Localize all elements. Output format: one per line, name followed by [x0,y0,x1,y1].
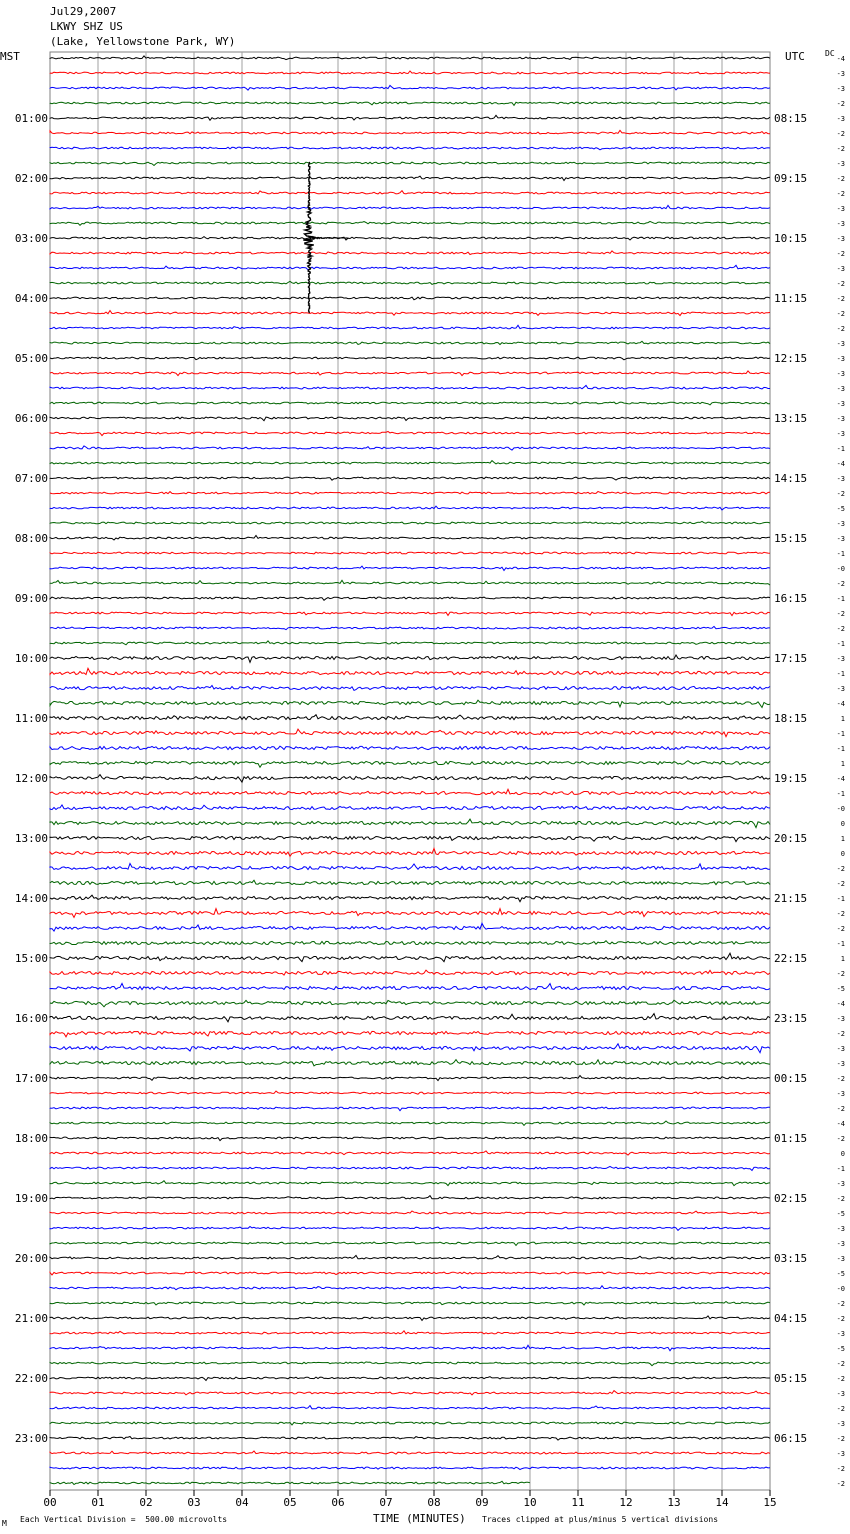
trace-row-72 [50,1137,770,1141]
trace-row-91 [50,1422,770,1425]
dc-offset-label: -3 [836,475,845,483]
right-hour-label: 13:15 [774,412,808,425]
dc-offset-label: -2 [836,130,845,138]
left-hour-label: 03:00 [14,232,48,245]
right-hour-label: 01:15 [774,1132,808,1145]
dc-offset-label: -2 [836,1300,845,1308]
trace-row-90 [50,1406,770,1409]
trace-row-38 [50,626,770,629]
dc-offset-label: -2 [836,1030,845,1038]
dc-offset-label: -2 [836,310,845,318]
x-tick-label: 07 [379,1496,393,1509]
dc-offset-label: -4 [836,1120,845,1128]
trace-row-0 [50,56,770,60]
trace-row-63 [50,1000,770,1007]
dc-offset-label: -3 [836,1015,845,1023]
right-hour-label: 05:15 [774,1372,808,1385]
trace-row-15 [50,281,770,284]
dc-offset-label: -0 [836,565,845,573]
trace-row-32 [50,536,770,541]
header-location: (Lake, Yellowstone Park, WY) [50,35,236,48]
trace-row-36 [50,597,770,600]
left-hour-label: 10:00 [14,652,48,665]
dc-offset-label: -4 [836,775,845,783]
left-hour-label: 22:00 [14,1372,48,1385]
trace-row-16 [50,297,770,300]
trace-row-93 [50,1451,770,1454]
x-tick-label: 14 [715,1496,729,1509]
trace-row-29 [50,492,770,495]
trace-row-24 [50,417,770,421]
dc-offset-label: -2 [836,1195,845,1203]
dc-offset-label: -2 [836,910,845,918]
trace-row-2 [50,85,770,90]
right-hour-label: 22:15 [774,952,808,965]
right-hour-label: 23:15 [774,1012,808,1025]
trace-row-74 [50,1166,770,1170]
dc-offset-label: -0 [836,1285,845,1293]
dc-offset-label: 0 [840,1150,845,1158]
trace-row-87 [50,1362,770,1366]
dc-offset-label: -1 [836,640,845,648]
x-axis-label: TIME (MINUTES) [373,1512,466,1525]
trace-row-6 [50,147,770,150]
x-tick-label: 03 [187,1496,201,1509]
trace-row-67 [50,1060,770,1066]
trace-row-9 [50,191,770,194]
dc-offset-label: -3 [836,205,845,213]
right-hour-label: 02:15 [774,1192,808,1205]
dc-offset-label: -3 [836,385,845,393]
clip-note: Traces clipped at plus/minus 5 vertical divisions [482,1515,719,1524]
dc-offset-label: -3 [836,535,845,543]
dc-offset-label: -3 [836,1240,845,1248]
trace-row-86 [50,1345,770,1350]
trace-row-12 [50,237,770,240]
dc-offset-label: -3 [836,1060,845,1068]
dc-offset-label: -1 [836,730,845,738]
trace-row-55 [50,880,770,884]
right-hour-label: 15:15 [774,532,808,545]
x-tick-label: 04 [235,1496,249,1509]
left-hour-label: 23:00 [14,1432,48,1445]
dc-offset-label: -3 [836,370,845,378]
trace-row-88 [50,1377,770,1381]
trace-row-49 [50,789,770,794]
dc-offset-label: -3 [836,1090,845,1098]
trace-row-30 [50,506,770,510]
trace-row-25 [50,432,770,436]
trace-row-89 [50,1391,770,1395]
right-hour-label: 20:15 [774,832,808,845]
trace-row-52 [50,836,770,841]
x-tick-label: 06 [331,1496,345,1509]
trace-row-80 [50,1255,770,1259]
left-hour-label: 21:00 [14,1312,48,1325]
dc-offset-label: 1 [840,835,845,843]
left-hour-label: 15:00 [14,952,48,965]
dc-offset-label: -2 [836,1435,845,1443]
trace-row-77 [50,1211,770,1214]
trace-row-43 [50,700,770,707]
event-coda [309,237,348,240]
right-hour-label: 21:15 [774,892,808,905]
trace-row-68 [50,1076,770,1081]
left-hour-label: 13:00 [14,832,48,845]
trace-row-5 [50,130,770,134]
dc-offset-label: -2 [836,1465,845,1473]
trace-row-48 [50,775,770,783]
dc-offset-label: -3 [836,115,845,123]
x-tick-label: 15 [763,1496,777,1509]
dc-offset-label: -2 [836,1360,845,1368]
x-tick-label: 09 [475,1496,489,1509]
left-hour-label: 11:00 [14,712,48,725]
trace-row-59 [50,941,770,945]
dc-offset-label: -4 [836,1000,845,1008]
dc-offset-label: -5 [836,1345,845,1353]
trace-row-57 [50,909,770,918]
dc-offset-label: -2 [836,175,845,183]
dc-offset-label: 1 [840,715,845,723]
trace-row-56 [50,895,770,902]
trace-row-19 [50,341,770,344]
dc-offset-label: -3 [836,1180,845,1188]
trace-row-18 [50,325,770,329]
trace-row-83 [50,1302,770,1306]
dc-offset-label: -5 [836,1210,845,1218]
dc-offset-label: 1 [840,955,845,963]
dc-offset-label: -1 [836,940,845,948]
left-hour-label: 16:00 [14,1012,48,1025]
right-hour-label: 09:15 [774,172,808,185]
dc-offset-label: -5 [836,985,845,993]
left-hour-label: 12:00 [14,772,48,785]
dc-offset-label: -3 [836,220,845,228]
left-hour-label: 02:00 [14,172,48,185]
left-hour-label: 20:00 [14,1252,48,1265]
right-hour-label: 08:15 [774,112,808,125]
trace-row-94 [50,1467,770,1469]
dc-offset-label: -3 [836,235,845,243]
dc-offset-label: -4 [836,700,845,708]
trace-row-20 [50,357,770,360]
trace-row-82 [50,1286,770,1290]
dc-offset-label: -1 [836,670,845,678]
trace-row-44 [50,715,770,720]
dc-offset-label: -3 [836,430,845,438]
right-hour-label: 12:15 [774,352,808,365]
trace-row-45 [50,729,770,737]
dc-offset-label: -4 [836,55,845,63]
x-tick-label: 05 [283,1496,297,1509]
x-tick-label: 12 [619,1496,633,1509]
dc-offset-label: -3 [836,1255,845,1263]
left-hour-label: 08:00 [14,532,48,545]
dc-offset-label: -3 [836,355,845,363]
dc-offset-label: -1 [836,595,845,603]
dc-offset-label: -3 [836,1390,845,1398]
dc-offset-label: -3 [836,1420,845,1428]
trace-row-69 [50,1091,770,1094]
trace-row-84 [50,1316,770,1321]
right-hour-label: 06:15 [774,1432,808,1445]
x-tick-label: 02 [139,1496,153,1509]
dc-offset-label: -3 [836,1450,845,1458]
dc-offset-label: -2 [836,1315,845,1323]
right-hour-label: 17:15 [774,652,808,665]
left-hour-label: 01:00 [14,112,48,125]
trace-row-75 [50,1181,770,1186]
trace-row-7 [50,162,770,166]
corner-mark: M [2,1519,7,1528]
dc-offset-label: -2 [836,865,845,873]
scale-note: Each Vertical Division = 500.00 microvolts [20,1515,228,1524]
trace-row-35 [50,580,770,585]
right-hour-label: 03:15 [774,1252,808,1265]
dc-offset-label: -3 [836,415,845,423]
trace-row-10 [50,205,770,209]
trace-row-23 [50,402,770,405]
trace-row-54 [50,864,770,870]
trace-row-14 [50,265,770,270]
trace-row-26 [50,446,770,450]
x-tick-label: 01 [91,1496,105,1509]
left-hour-label: 06:00 [14,412,48,425]
dc-offset-label: -2 [836,295,845,303]
trace-row-66 [50,1044,770,1053]
trace-row-53 [50,848,770,856]
dc-offset-label: 1 [840,760,845,768]
header-date: Jul29,2007 [50,5,117,18]
dc-offset-label: -3 [836,400,845,408]
trace-row-78 [50,1227,770,1231]
trace-row-28 [50,477,770,480]
dc-offset-label: -2 [836,325,845,333]
trace-row-51 [50,819,770,828]
left-hour-label: 07:00 [14,472,48,485]
dc-offset-label: -0 [836,805,845,813]
dc-offset-label: -3 [836,160,845,168]
dc-offset-label: -2 [836,625,845,633]
dc-offset-label: -2 [836,190,845,198]
header-station: LKWY SHZ US [50,20,123,33]
trace-row-33 [50,552,770,554]
dc-offset-label: -3 [836,520,845,528]
dc-offset-label: -3 [836,1045,845,1053]
left-hour-label: 14:00 [14,892,48,905]
x-tick-label: 08 [427,1496,441,1509]
dc-offset-label: -5 [836,1270,845,1278]
trace-row-1 [50,71,770,74]
x-tick-label: 13 [667,1496,681,1509]
trace-row-62 [50,983,770,989]
trace-row-85 [50,1331,770,1334]
dc-offset-label: -3 [836,655,845,663]
dc-offset-label: -5 [836,505,845,513]
dc-offset-label: -2 [836,970,845,978]
trace-row-92 [50,1437,770,1441]
trace-row-58 [50,923,770,931]
dc-offset-label: -2 [836,1480,845,1488]
left-hour-label: 09:00 [14,592,48,605]
dc-offset-label: -2 [836,145,845,153]
trace-row-4 [50,115,770,120]
dc-offset-label: -2 [836,925,845,933]
right-timezone-label: UTC [785,50,805,63]
trace-row-76 [50,1196,770,1199]
trace-row-37 [50,612,770,616]
trace-row-50 [50,805,770,810]
trace-row-22 [50,385,770,389]
dc-offset-label: -1 [836,1165,845,1173]
left-hour-label: 18:00 [14,1132,48,1145]
dc-offset-label: -3 [836,685,845,693]
x-tick-label: 11 [571,1496,585,1509]
trace-row-13 [50,251,770,255]
trace-row-73 [50,1151,770,1155]
dc-offset-label: -3 [836,85,845,93]
trace-row-34 [50,566,770,570]
left-hour-label: 05:00 [14,352,48,365]
x-tick-label: 10 [523,1496,537,1509]
dc-offset-label: -3 [836,265,845,273]
dc-offset-label: -2 [836,610,845,618]
right-hour-label: 04:15 [774,1312,808,1325]
trace-row-60 [50,953,770,962]
trace-row-39 [50,641,770,645]
dc-offset-label: -1 [836,895,845,903]
trace-row-17 [50,311,770,316]
dc-offset-label: -1 [836,445,845,453]
right-hour-label: 10:15 [774,232,808,245]
trace-row-11 [50,221,770,225]
dc-offset-label: -1 [836,550,845,558]
left-timezone-label: MST [0,50,20,63]
dc-offset-label: -2 [836,880,845,888]
trace-row-21 [50,371,770,376]
trace-row-27 [50,461,770,464]
trace-row-3 [50,102,770,105]
trace-row-40 [50,655,770,662]
right-hour-label: 00:15 [774,1072,808,1085]
dc-offset-label: -2 [836,1405,845,1413]
trace-row-71 [50,1121,770,1125]
dc-offset-label: -2 [836,1135,845,1143]
right-hour-label: 18:15 [774,712,808,725]
trace-row-61 [50,970,770,975]
dc-offset-label: -4 [836,460,845,468]
dc-offset-label: -2 [836,580,845,588]
left-hour-label: 04:00 [14,292,48,305]
dc-offset-label: -3 [836,1330,845,1338]
right-hour-label: 19:15 [774,772,808,785]
dc-offset-label: -2 [836,1075,845,1083]
dc-offset-label: -2 [836,1105,845,1113]
dc-offset-label: -3 [836,1225,845,1233]
trace-row-81 [50,1272,770,1275]
trace-row-64 [50,1014,770,1022]
right-hour-label: 11:15 [774,292,808,305]
dc-offset-label: 0 [840,820,845,828]
trace-row-31 [50,521,770,524]
left-hour-label: 17:00 [14,1072,48,1085]
dc-offset-label: -2 [836,280,845,288]
dc-offset-label: -1 [836,790,845,798]
dc-offset-label: -3 [836,70,845,78]
trace-row-46 [50,746,770,749]
dc-offset-label: -1 [836,745,845,753]
dc-offset-label: -2 [836,250,845,258]
dc-offset-label: -2 [836,100,845,108]
left-hour-label: 19:00 [14,1192,48,1205]
dc-offset-label: 0 [840,850,845,858]
trace-row-70 [50,1107,770,1111]
right-hour-label: 16:15 [774,592,808,605]
trace-row-47 [50,761,770,768]
x-tick-label: 00 [43,1496,57,1509]
trace-row-65 [50,1031,770,1036]
dc-offset-label: -2 [836,490,845,498]
dc-label: DC [825,49,835,58]
dc-offset-label: -3 [836,340,845,348]
right-hour-label: 14:15 [774,472,808,485]
dc-offset-label: -2 [836,1375,845,1383]
trace-row-79 [50,1242,770,1246]
trace-row-41 [50,668,770,675]
trace-row-8 [50,176,770,180]
trace-row-42 [50,686,770,691]
